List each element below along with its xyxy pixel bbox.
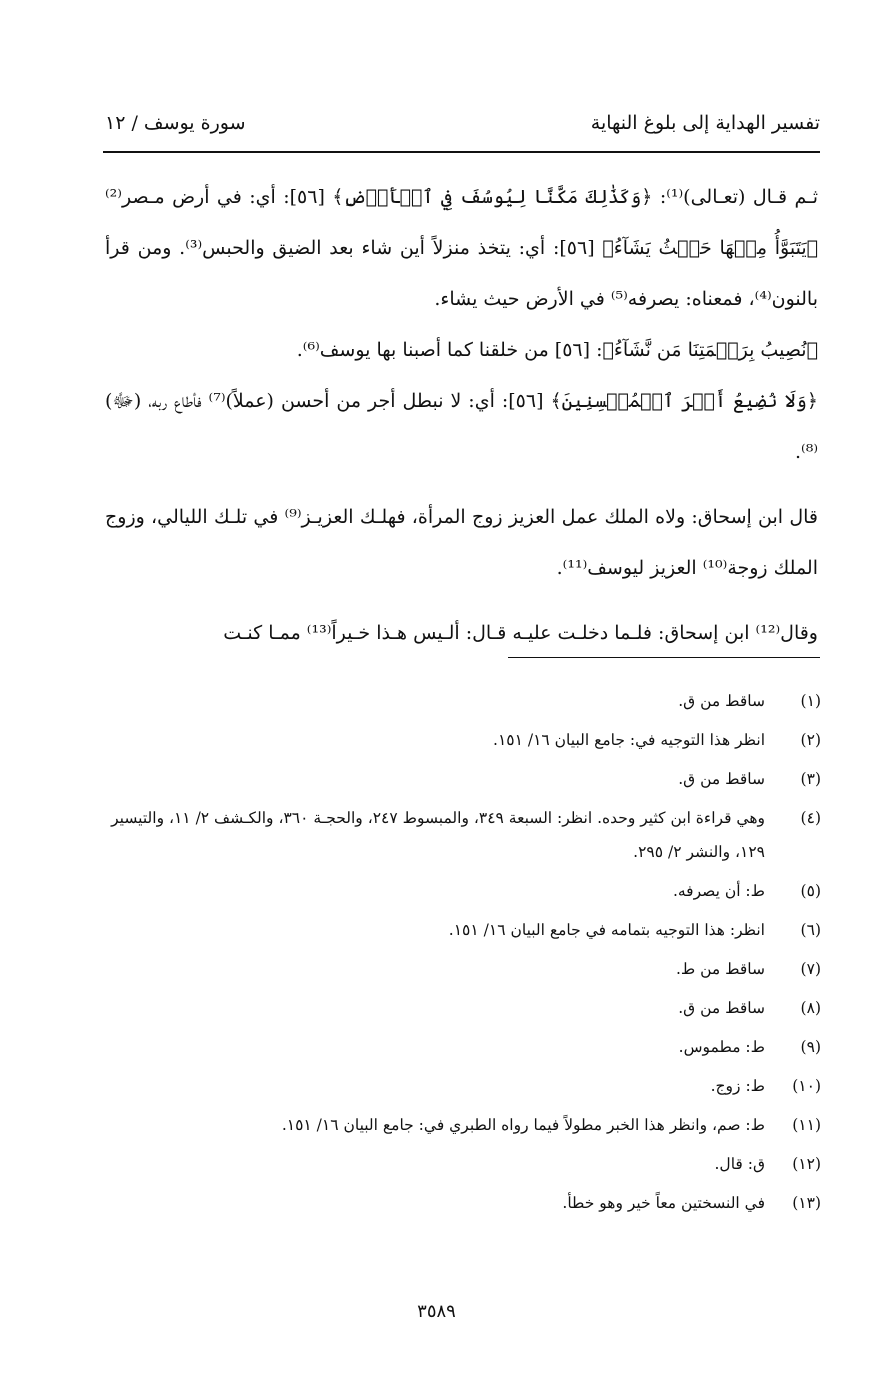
- footnote: [109, 874, 821, 908]
- paragraph-4: قال ابن إسحاق: ولاه الملك عمل العزيز زوج المرأة، فهلـك العزيـز⁽⁹⁾ في تلـك الليالي، وزوج الملك زوجة⁽¹⁰⁾ العزيز ليوسف⁽¹¹⁾.: [105, 506, 818, 579]
- paragraph-5: وقال⁽¹²⁾ ابن إسحاق: فلـما دخلـت عليـه قـال: ألـيس هـذا خـيراً⁽¹³⁾ ممـا كنـت: [223, 622, 818, 644]
- footnote-text: ساقط من ق.: [678, 692, 765, 710]
- footnote-number: (٦): [800, 921, 821, 939]
- footnote-text: ط: أن يصرفه.: [672, 882, 765, 900]
- footnote-text: ط: مطموس.: [678, 1038, 765, 1056]
- footnote: [109, 1147, 821, 1181]
- book-title: تفسير الهداية إلى بلوغ النهاية: [590, 112, 820, 134]
- footnote-number: (٣): [800, 770, 821, 788]
- footnote-text: في النسختين معاً خير وهو خطأ.: [562, 1194, 765, 1212]
- footnote-number: (١): [800, 692, 821, 710]
- main-text: [105, 172, 818, 659]
- footnote: [109, 1108, 821, 1142]
- footnote-number: (٥): [800, 882, 821, 900]
- footnote: [109, 1030, 821, 1064]
- footnote-number: (٤): [800, 809, 821, 827]
- footnote-text: انظر هذا التوجيه في: جامع البيان ١٦/ ١٥١.: [493, 731, 765, 749]
- footnote: [109, 684, 821, 718]
- footnote: [109, 1186, 821, 1220]
- footnote-text: ساقط من ق.: [678, 770, 765, 788]
- header-divider: [103, 151, 820, 153]
- footnote: [109, 801, 821, 869]
- footnote-number: (١٣): [792, 1194, 821, 1212]
- footnotes: [109, 684, 821, 1225]
- footnote-number: (٧): [800, 960, 821, 978]
- paragraph-3: ﴿وَلَا نُضِيعُ أَجۡرَ ٱلۡمُحۡسِنِينَ﴾ [٥٦]: أي: لا نبطل أجر من أحسن (عملاً)⁽⁷⁾ فأطاع ربه، (ﷻ)⁽⁸⁾.: [105, 390, 818, 463]
- footnote: [109, 952, 821, 986]
- footnote-text: وهي قراءة ابن كثير وحده. انظر: السبعة ٣٤٩، والمبسوط ٢٤٧، والحجـة ٣٦٠، والكـشف ٢/ ١١، والتيسير ١٢٩، والنشر ٢/ ٢٩٥.: [111, 809, 765, 861]
- footnote-text: ساقط من ق.: [678, 999, 765, 1017]
- footnote-divider: [508, 657, 820, 658]
- footnote-text: ساقط من ط.: [675, 960, 765, 978]
- surah-reference: سورة يوسف / ١٢: [105, 112, 246, 134]
- footnote-number: (١٢): [792, 1155, 821, 1173]
- footnote: [109, 762, 821, 796]
- footnote-number: (١١): [792, 1116, 821, 1134]
- paragraph-2: ﴿نُصِيبُ بِرَحۡمَتِنَا مَن نَّشَآءُ﴾: [٥٦] من خلقنا كما أصبنا بها يوسف⁽⁶⁾.: [296, 339, 818, 361]
- running-header: [105, 112, 820, 144]
- footnote-text: ط: زوج.: [710, 1077, 765, 1095]
- paragraph-1: ثـم قـال (تعـالى)⁽¹⁾: ﴿وَكَذَٰلِكَ مَكَّنَّا لِيُوسُفَ فِي ٱلۡأَرۡضِ﴾ [٥٦]: أي: في أرض مـصر⁽²⁾ ﴿يَتَبَوَّأُ مِنۡهَا حَيۡثُ يَشَآءُ﴾ [٥٦]: أي: يتخذ منزلاً أين شاء بعد الضيق والحبس⁽³⁾. ومن قرأ بالنون⁽⁴⁾، فمعناه: يصرفه⁽⁵⁾ في الأرض حيث يشاء.: [105, 186, 819, 310]
- footnote-text: انظر: هذا التوجيه بتمامه في جامع البيان ١٦/ ١٥١.: [448, 921, 765, 939]
- page-number: ٣٥٨٩: [417, 1301, 456, 1322]
- footnote-text: ط: صم، وانظر هذا الخبر مطولاً فيما رواه الطبري في: جامع البيان ١٦/ ١٥١.: [281, 1116, 765, 1134]
- footnote: [109, 1069, 821, 1103]
- footnote-number: (٢): [800, 731, 821, 749]
- footnote-number: (٩): [800, 1038, 821, 1056]
- footnote: [109, 991, 821, 1025]
- footnote: [109, 913, 821, 947]
- footnote: [109, 723, 821, 757]
- footnote-text: ق: قال.: [714, 1155, 765, 1173]
- footnote-number: (١٠): [792, 1077, 821, 1095]
- footnote-number: (٨): [800, 999, 821, 1017]
